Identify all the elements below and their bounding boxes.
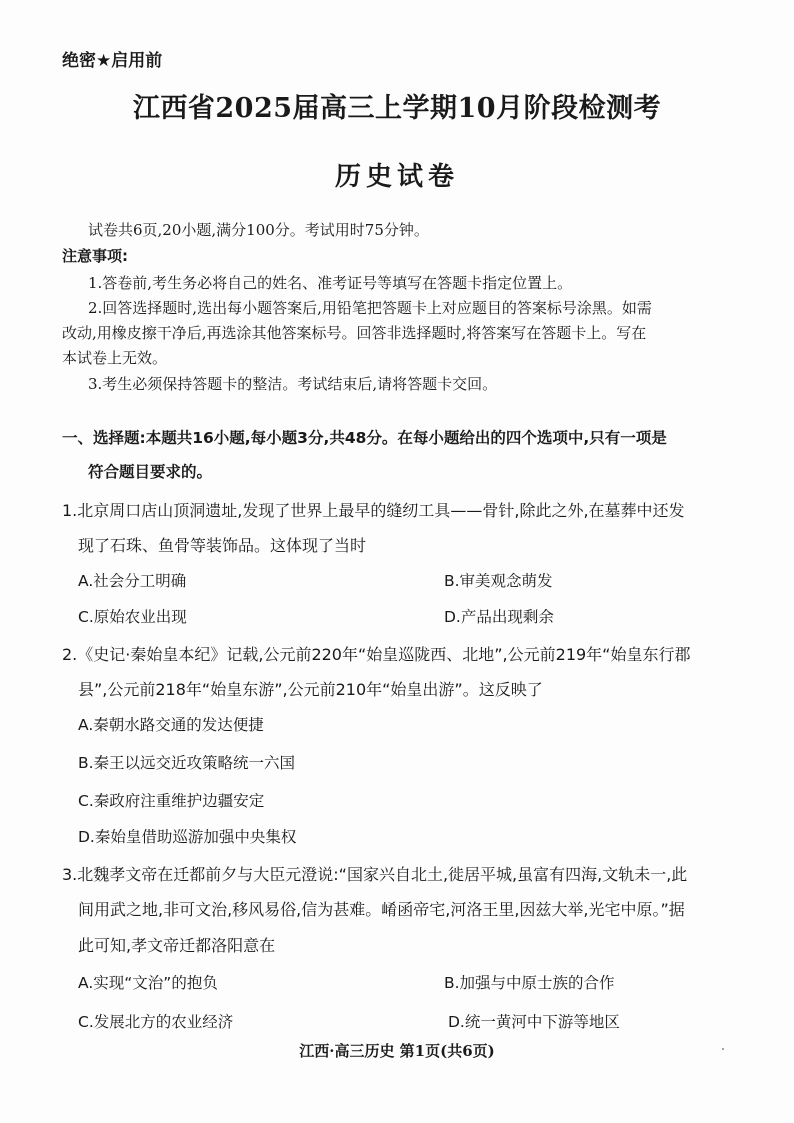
section-heading-cont: 符合题目要求的。 (88, 463, 213, 481)
option-d: D.统一黄河中下游等地区 (448, 1013, 620, 1031)
confidential-label: 绝密★启用前 (62, 51, 163, 71)
option-c: C.发展北方的农业经济 (78, 1013, 234, 1031)
section-heading: 一、选择题:本题共16小题,每小题3分,共48分。在每小题给出的四个选项中,只有一项是 (62, 429, 667, 447)
question-stem: 间用武之地,非可文治,移风易俗,信为甚难。崤函帝宅,河洛王里,因兹大举,光宅中原。”据 (78, 900, 685, 919)
subject-title: 历史试卷 (334, 162, 459, 192)
notice-heading: 注意事项: (62, 247, 128, 265)
option-a: A.秦朝水路交通的发达便捷 (78, 716, 264, 734)
option-d: D.产品出现剩余 (444, 608, 554, 626)
question-stem: 县”,公元前218年“始皇东游”,公元前210年“始皇出游”。这反映了 (78, 680, 543, 699)
option-c: C.秦政府注重维护边疆安定 (78, 792, 265, 810)
notice-line: 本试卷上无效。 (62, 349, 168, 367)
option-b: B.秦王以远交近攻策略统一六国 (78, 754, 296, 772)
option-b: B.加强与中原士族的合作 (444, 974, 615, 992)
option-a: A.社会分工明确 (78, 572, 187, 590)
exam-intro: 试卷共6页,20小题,满分100分。考试用时75分钟。 (88, 221, 429, 239)
question-stem: 此可知,孝文帝迁都洛阳意在 (78, 936, 276, 955)
question-stem: 3.北魏孝文帝在迁都前夕与大臣元澄说:“国家兴自北土,徙居平城,虽富有四海,文轨未一,此 (62, 865, 688, 884)
option-a: A.实现“文治”的抱负 (78, 974, 218, 992)
notice-line: 2.回答选择题时,选出每小题答案后,用铅笔把答题卡上对应题目的答案标号涂黑。如需 (88, 299, 652, 317)
scan-speck (722, 1048, 724, 1050)
option-c: C.原始农业出现 (78, 608, 187, 626)
notice-line: 1.答卷前,考生务必将自己的姓名、准考证号等填写在答题卡指定位置上。 (88, 274, 573, 292)
question-stem: 现了石珠、鱼骨等装饰品。这体现了当时 (78, 536, 367, 555)
notice-line: 3.考生必须保持答题卡的整洁。考试结束后,请将答题卡交回。 (88, 375, 498, 393)
option-d: D.秦始皇借助巡游加强中央集权 (78, 828, 297, 846)
notice-line: 改动,用橡皮擦干净后,再选涂其他答案标号。回答非选择题时,将答案写在答题卡上。写在 (62, 324, 647, 342)
question-stem: 2.《史记·秦始皇本纪》记载,公元前220年“始皇巡陇西、北地”,公元前219年“始皇东行郡 (62, 645, 691, 664)
option-b: B.审美观念萌发 (444, 572, 553, 590)
question-stem: 1.北京周口店山顶洞遗址,发现了世界上最早的缝纫工具——骨针,除此之外,在墓葬中还发 (62, 501, 685, 520)
page-footer: 江西·高三历史 第1页(共6页) (299, 1042, 495, 1060)
exam-title: 江西省2025届高三上学期10月阶段检测考 (132, 93, 662, 124)
